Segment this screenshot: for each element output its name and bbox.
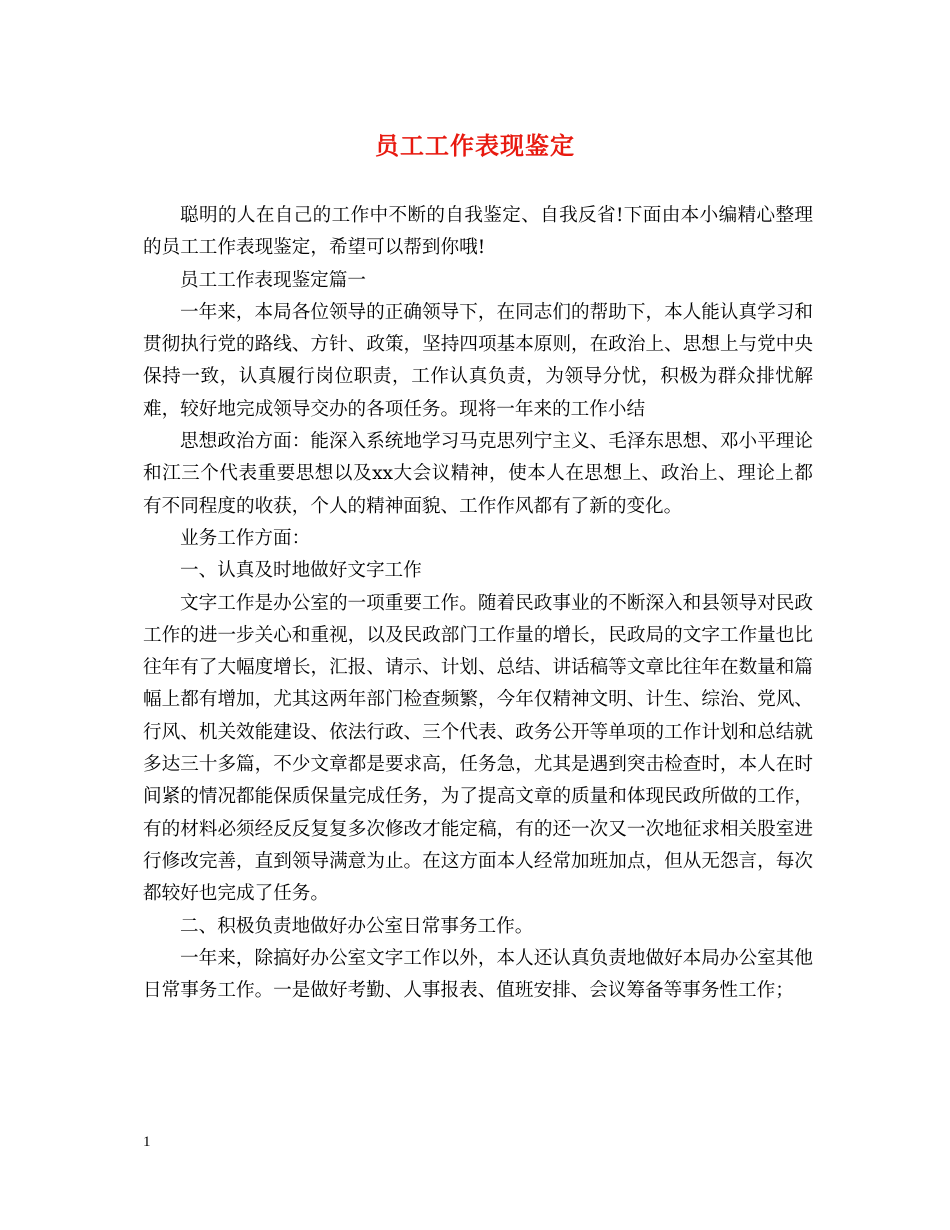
- paragraph-intro: 聪明的人在自己的工作中不断的自我鉴定、自我反省!下面由本小编精心整理的员工工作表现鉴定，希望可以帮到你哦!: [143, 205, 813, 259]
- paragraph-summary: 一年来，本局各位领导的正确领导下，在同志们的帮助下，本人能认真学习和贯彻执行党的路线、方针、政策，坚持四项基本原则，在政治上、思想上与党中央保持一致，认真履行岗位职责，工作认真负责，为领导分忧，积极为群众排忧解难，较好地完成领导交办的各项任务。现将一年来的工作小结: [143, 301, 813, 420]
- document-title: 员工工作表现鉴定: [375, 131, 575, 160]
- paragraph-office-work: 一年来，除搞好办公室文字工作以外，本人还认真负责地做好本局办公室其他日常事务工作。一是做好考勤、人事报表、值班安排、会议筹备等事务性工作；: [143, 947, 813, 1002]
- paragraph-political-thought: 思想政治方面：能深入系统地学习马克思列宁主义、毛泽东思想、邓小平理论和江三个代表重要思想以及xx大会议精神，使本人在思想上、政治上、理论上都有不同程度的收获，个人的精神面貌、工作作风都有了新的变化。: [143, 431, 813, 517]
- paragraph-subheading-writing: 一、认真及时地做好文字工作: [180, 560, 422, 582]
- paragraph-subheading-office: 二、积极负责地做好办公室日常事务工作。: [180, 915, 534, 937]
- paragraph-section-heading: 员工工作表现鉴定篇一: [180, 269, 366, 291]
- paragraph-business-heading: 业务工作方面：: [180, 527, 311, 549]
- paragraph-writing-work: 文字工作是办公室的一项重要工作。随着民政事业的不断深入和县领导对民政工作的进一步关心和重视，以及民政部门工作量的增长，民政局的文字工作量也比往年有了大幅度增长，汇报、请示、计划、总结、讲话稿等文章比往年在数量和篇幅上都有增加，尤其这两年部门检查频繁，今年仅精神文明、计生、综治、党风、行风、机关效能建设、依法行政、三个代表、政务公开等单项的工作计划和总结就多达三十多篇，不少文章都是要求高，任务急，尤其是遇到突击检查时，本人在时间紧的情况都能保质保量完成任务，为了提高文章的质量和体现民政所做的工作，有的材料必须经反反复复多次修改才能定稿，有的还一次又一次地征求相关股室进行修改完善，直到领导满意为止。在这方面本人经常加班加点，但从无怨言，每次都较好也完成了任务。: [143, 592, 813, 905]
- page-number: 1: [143, 1134, 151, 1150]
- document-body: [143, 200, 813, 1007]
